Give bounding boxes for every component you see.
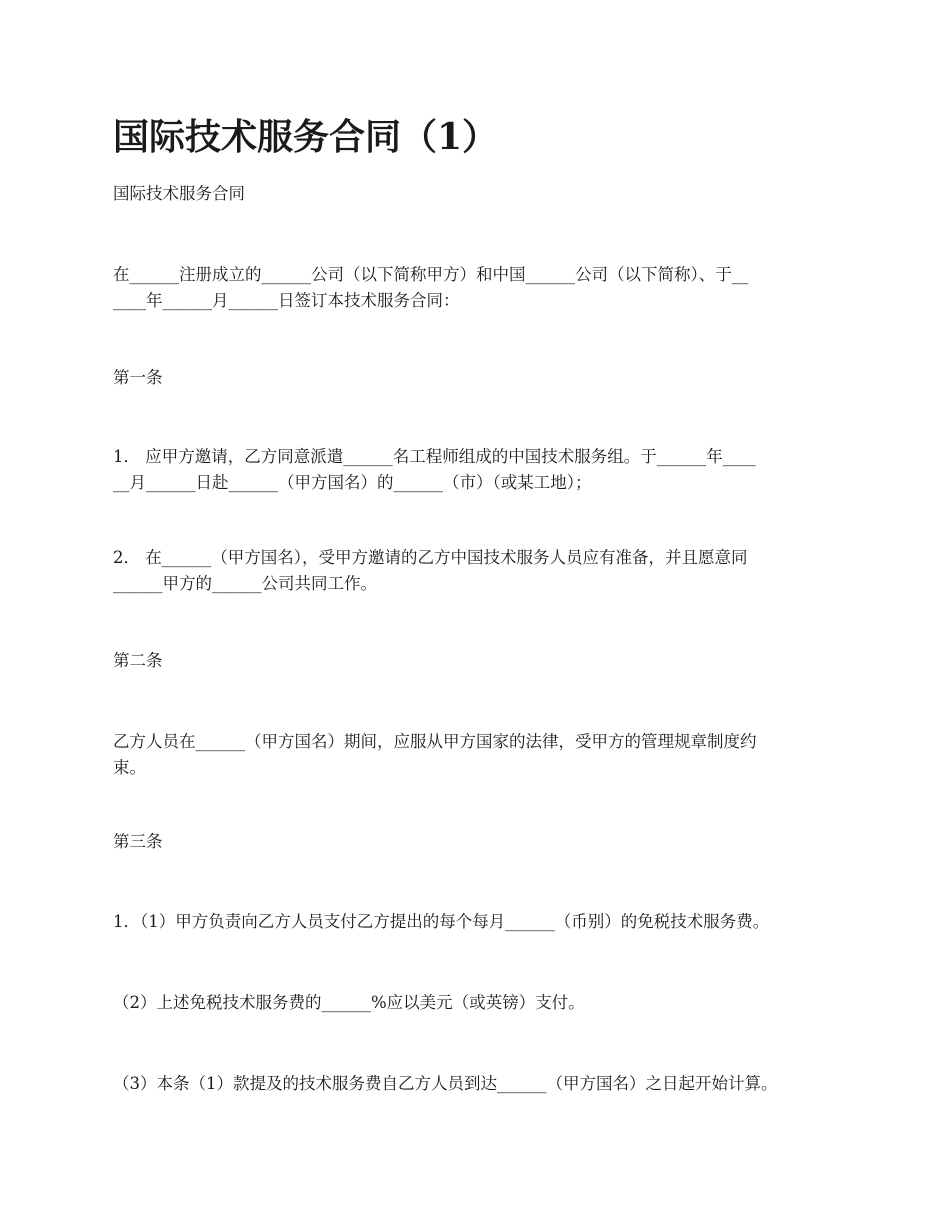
article-1-item-2-line-1: 2． 在______（甲方国名），受甲方邀请的乙方中国技术服务人员应有准备，并且愿意同 bbox=[113, 548, 748, 567]
intro-line-2: ____年______月______日签订本技术服务合同： bbox=[113, 291, 460, 310]
intro-paragraph bbox=[113, 262, 843, 314]
article-3-item-1: 1．（1）甲方负责向乙方人员支付乙方提出的每个每月______（币别）的免税技术服务费。 bbox=[113, 912, 770, 931]
article-2-text-line-2: 束。 bbox=[113, 758, 146, 777]
document-subtitle: 国际技术服务合同 bbox=[113, 184, 245, 203]
article-2-text bbox=[113, 729, 843, 781]
article-1-item-1-line-2: __月______日赴______（甲方国名）的______（市）（或某工地）； bbox=[113, 473, 592, 492]
article-1-item-1-line-1: 1． 应甲方邀请，乙方同意派遣______名工程师组成的中国技术服务组。于______年____ bbox=[113, 447, 756, 466]
article-1-item-2 bbox=[113, 545, 843, 597]
article-1-heading: 第一条 bbox=[113, 368, 163, 387]
article-2-text-line-1: 乙方人员在______（甲方国名）期间，应服从甲方国家的法律，受甲方的管理规章制度约 bbox=[113, 732, 757, 751]
article-3-item-3: （3）本条（1）款提及的技术服务费自乙方人员到达______（甲方国名）之日起开始计算。 bbox=[113, 1074, 778, 1093]
article-1-item-1 bbox=[113, 444, 843, 496]
article-1-item-2-line-2: ______甲方的______公司共同工作。 bbox=[113, 574, 377, 593]
document-title: 国际技术服务合同（1） bbox=[113, 116, 499, 158]
article-3-heading: 第三条 bbox=[113, 832, 163, 851]
intro-line-1: 在______注册成立的______公司（以下简称甲方）和中国______公司（以下简称）、于__ bbox=[113, 265, 749, 284]
article-3-item-2: （2）上述免税技术服务费的______%应以美元（或英镑）支付。 bbox=[113, 993, 585, 1012]
article-2-heading: 第二条 bbox=[113, 651, 163, 670]
